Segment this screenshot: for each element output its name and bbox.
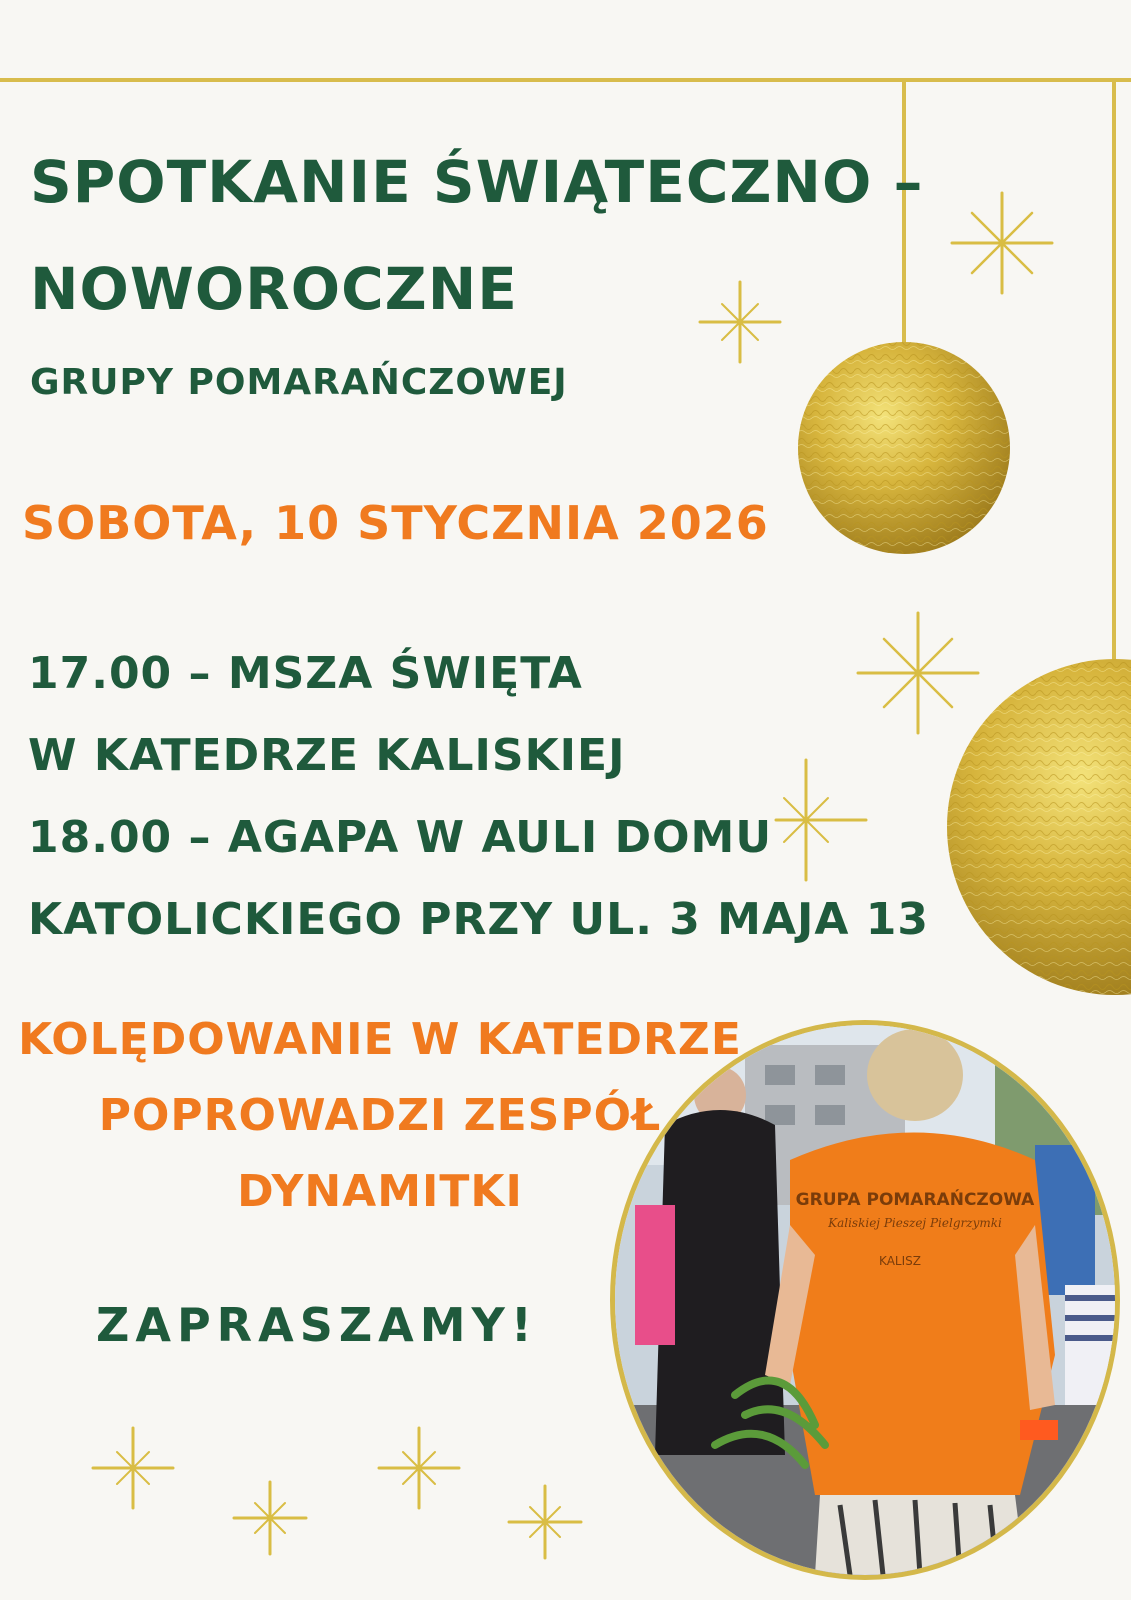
shirt-city: KALISZ xyxy=(879,1254,921,1268)
caroling-line: POPROWADZI ZESPÓŁ xyxy=(98,1090,662,1141)
ornament-ball-1 xyxy=(798,342,1010,554)
schedule-line: 18.00 – AGAPA W AULI DOMU xyxy=(28,812,773,863)
star-icon xyxy=(700,282,780,362)
star-icon xyxy=(509,1486,581,1558)
star-icon xyxy=(93,1428,173,1508)
title-line-2: NOWOROCZNE xyxy=(30,255,518,323)
ornament-ball-2 xyxy=(947,659,1131,995)
pilgrim-photo xyxy=(610,1020,1120,1580)
shirt-text: GRUPA POMARAŃCZOWA xyxy=(795,1190,1035,1210)
star-icon xyxy=(379,1428,459,1508)
shirt-subtext: Kaliskiej Pieszej Pielgrzymki xyxy=(828,1216,1002,1230)
star-icon xyxy=(776,760,866,880)
schedule-line: W KATEDRZE KALISKIEJ xyxy=(28,730,626,781)
caroling-line: DYNAMITKI xyxy=(237,1166,523,1217)
photo-illustration xyxy=(615,1025,1115,1575)
event-date: SOBOTA, 10 STYCZNIA 2026 xyxy=(22,496,769,550)
star-icon xyxy=(234,1482,306,1554)
schedule-line: 17.00 – MSZA ŚWIĘTA xyxy=(28,648,583,699)
caroling-line: KOLĘDOWANIE W KATEDRZE xyxy=(18,1014,742,1065)
subtitle: GRUPY POMARAŃCZOWEJ xyxy=(30,362,568,403)
star-icon xyxy=(858,613,978,733)
star-icon xyxy=(952,193,1052,293)
invite-text: ZAPRASZAMY! xyxy=(96,1298,538,1352)
schedule-line: KATOLICKIEGO PRZY UL. 3 MAJA 13 xyxy=(28,894,929,945)
title-line-1: SPOTKANIE ŚWIĄTECZNO – xyxy=(30,148,924,216)
